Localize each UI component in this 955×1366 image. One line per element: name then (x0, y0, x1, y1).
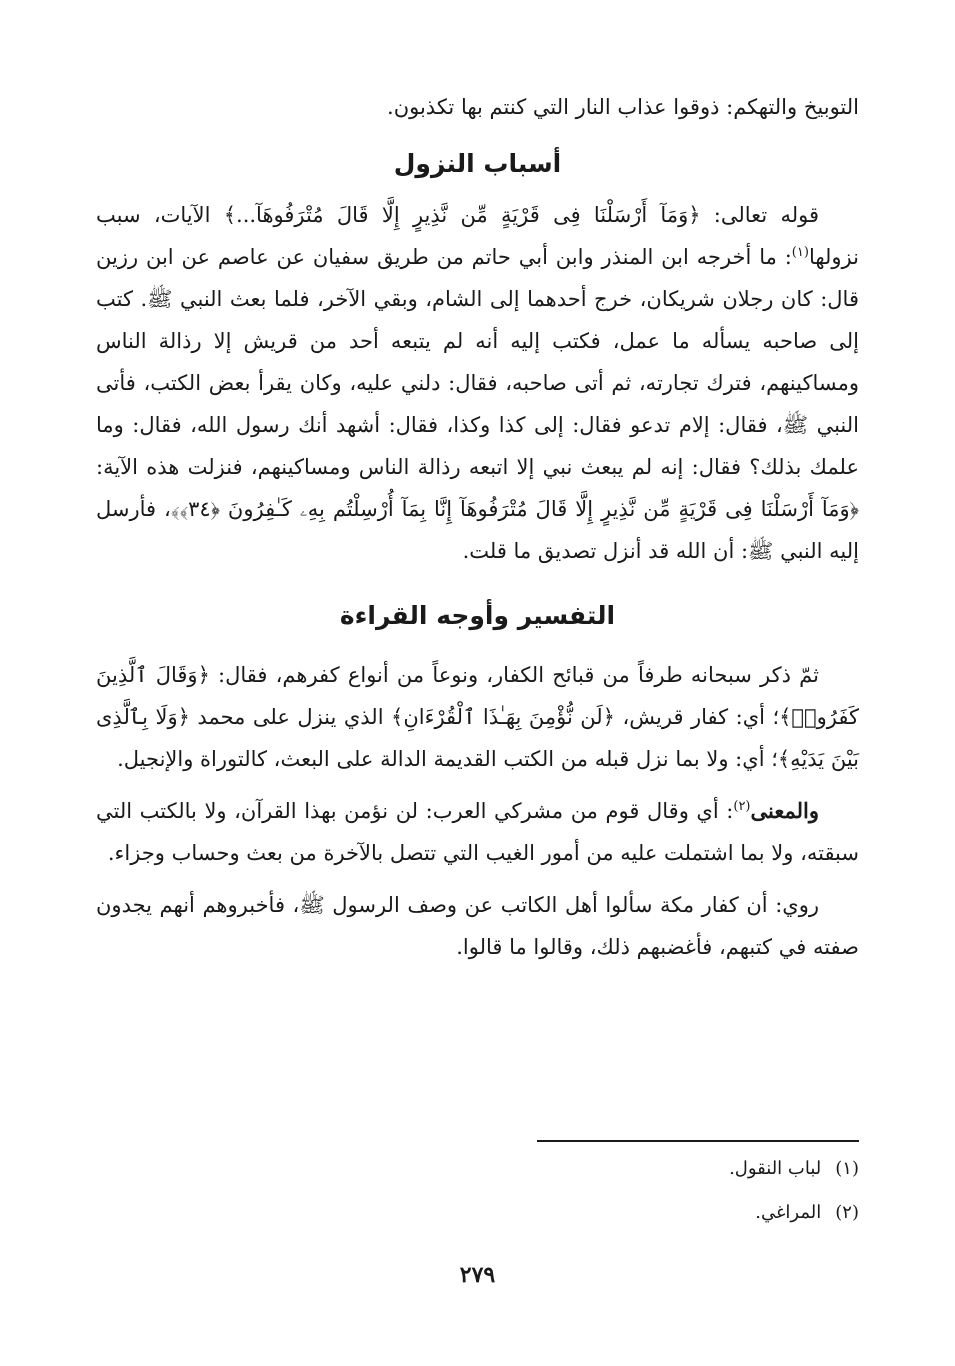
maana-label: والمعنى (750, 798, 819, 823)
asbab-text-after-footnote: : ما أخرجه ابن المنذر وابن أبي حاتم من طريق سفيان عن عاصم عن ابن رزين قال: كان رجلان شريكان، خرج أحدهما إلى الشام، وبقي الآخر، فلما بعث النبي ﷺ. كتب إلى صاحبه يسأله ما عمل، فكتب إليه أنه لم يتبعه أحد من قريش إلا رذالة الناس ومساكينهم، فترك تجارته، ثم أتى صاحبه، فقال: دلني عليه، وكان يقرأ بعض الكتب، فأتى النبي ﷺ، فقال: إلام تدعو فقال: إلى كذا وكذا، فقال: أشهد أنك رسول الله، فقال: وما علمك بذلك؟ فقال: إنه لم يبعث نبي إلا اتبعه رذالة الناس ومساكينهم، فنزلت هذه الآية: ﴿وَمَآ أَرْسَلْنَا فِى قَرْيَةٍ مِّن نَّذِيرٍ إِلَّا قَالَ مُتْرَفُوهَآ إِنَّا بِمَآ أُرْسِلْتُم بِهِۦ كَـٰفِرُونَ ﴿٣٤﴾﴾، فأرسل إليه النبي ﷺ: أن الله قد أنزل تصديق ما قلت. (96, 245, 859, 563)
footnote-item (96, 1200, 859, 1226)
section-heading-asbab: أسباب النزول (393, 149, 562, 178)
maana-text: : أي وقال قوم من مشركي العرب: لن نؤمن بهذا القرآن، ولا بالكتب التي سبقته، ولا بما اشتملت عليه من أمور الغيب التي تتصل بالآخرة من بعث وحساب وجزاء. (96, 799, 859, 865)
section-heading-tafsir: التفسير وأوجه القراءة (339, 601, 616, 630)
footnotes (96, 1150, 859, 1244)
asbab-text-before-footnote: قوله تعالى: ﴿وَمَآ أَرْسَلْنَا فِى قَرْيَةٍ مِّن نَّذِيرٍ إِلَّا قَالَ مُتْرَفُوهَآ...﴾ الآيات، سبب نزولها (96, 203, 859, 269)
intro-line: التوبيخ والتهكم: ذوقوا عذاب النار التي كنتم بها تكذبون. (387, 95, 859, 119)
footnote-separator (537, 1140, 859, 1142)
paragraph-asbab (96, 194, 859, 572)
footnote-text: لباب النقول. (729, 1158, 822, 1179)
footnote-ref-2: (٢) (733, 799, 751, 814)
footnote-text: المراغي. (755, 1202, 822, 1223)
paragraph-maana (96, 790, 859, 874)
footnote-item (96, 1156, 859, 1182)
paragraph-ruwiya: روي: أن كفار مكة سألوا أهل الكاتب عن وصف الرسول ﷺ، فأخبروهم أنهم يجدون صفته في كتبهم، فأغضبهم ذلك، وقالوا ما قالوا. (96, 893, 859, 959)
footnote-number: (١) (835, 1158, 859, 1179)
footnote-number: (٢) (835, 1202, 859, 1223)
paragraph-tafsir: ثمّ ذكر سبحانه طرفاً من قبائح الكفار، ونوعاً من أنواع كفرهم، فقال: ﴿وَقَالَ ٱلَّذِينَ كَفَرُوا۟﴾؛ أي: كفار قريش، ﴿لَن نُّؤْمِنَ بِهَـٰذَا ٱلْقُرْءَانِ﴾ الذي ينزل على محمد ﴿وَلَا بِٱلَّذِى بَيْنَ يَدَيْهِ﴾؛ أي: ولا بما نزل قبله من الكتب القديمة الدالة على البعث، كالتوراة والإنجيل. (96, 663, 859, 771)
footnote-ref-1: (١) (791, 245, 809, 260)
page-number: ٢٧٩ (459, 1262, 496, 1288)
